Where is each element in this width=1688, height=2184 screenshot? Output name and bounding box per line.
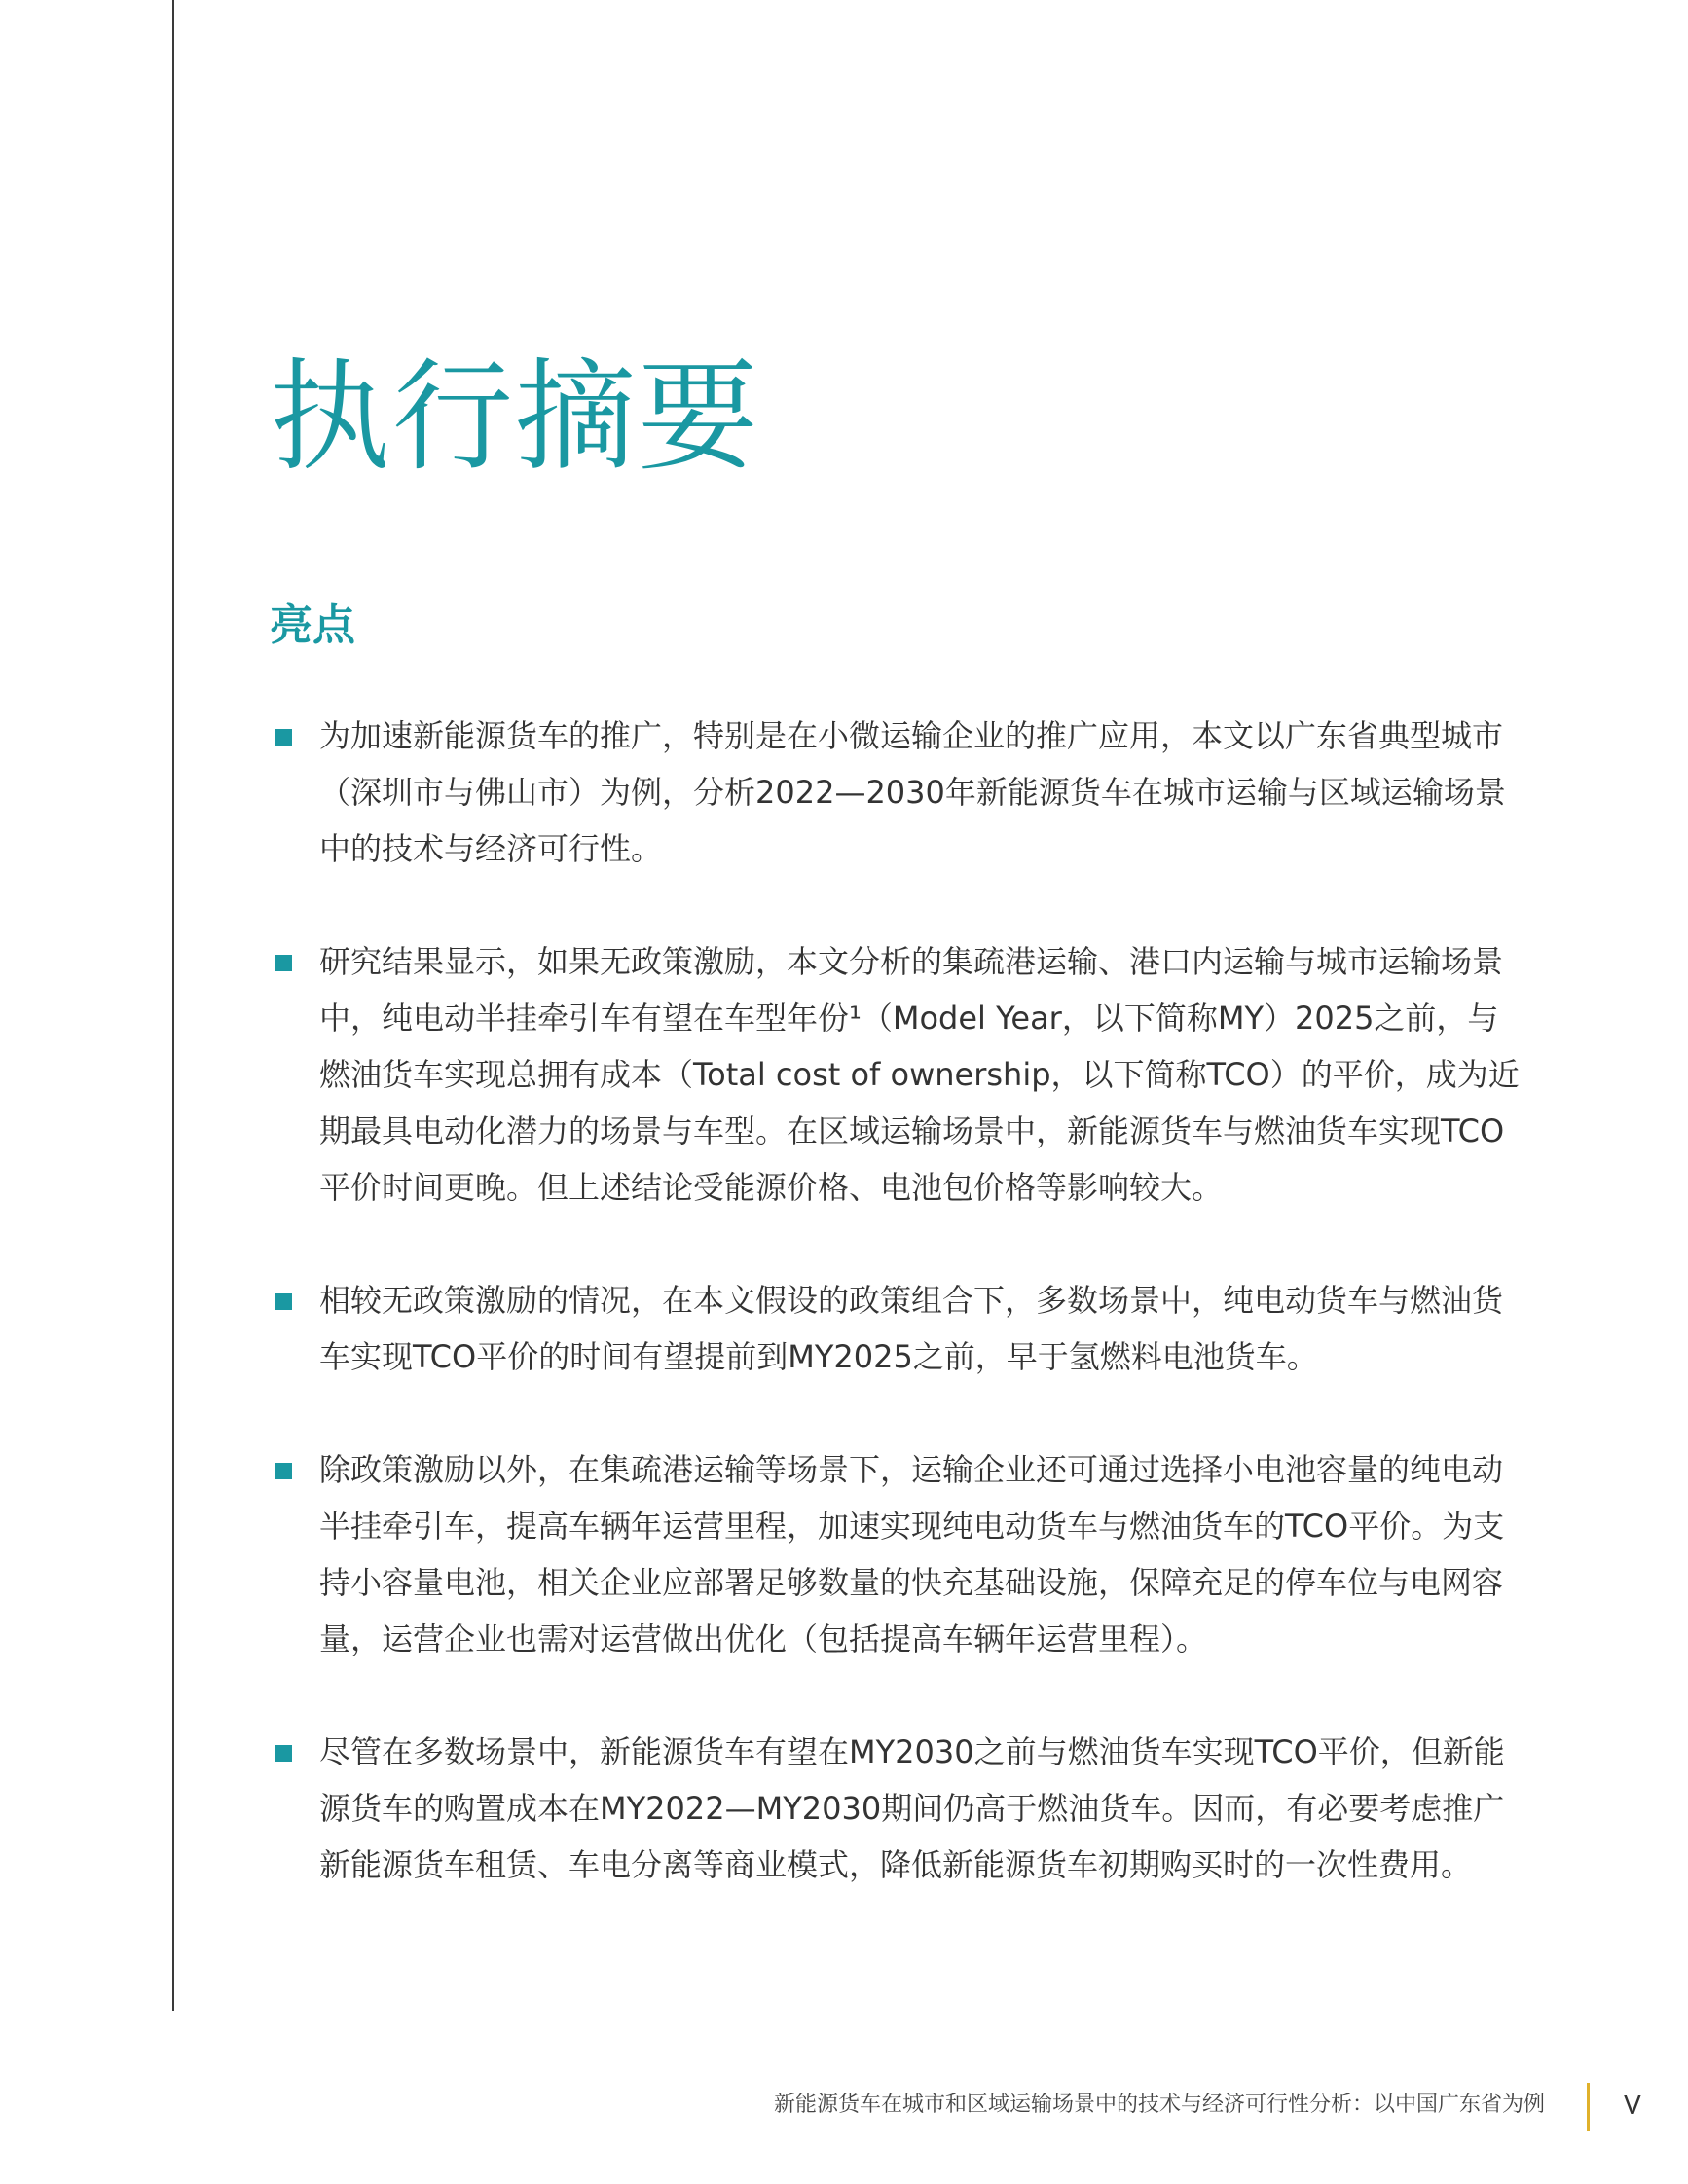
square-bullet-icon — [275, 1745, 292, 1762]
left-margin-rule — [172, 0, 174, 2011]
highlight-text-3: 相较无政策激励的情况，在本文假设的政策组合下，多数场景中，纯电动货车与燃油货车实现TCO平价的时间有望提前到MY2025之前，早于氢燃料电池货车。 — [319, 1282, 1504, 1375]
highlight-item-4 — [273, 1441, 1528, 1667]
section-heading-highlights: 亮点 — [270, 601, 355, 650]
page-title: 执行摘要 — [270, 347, 761, 488]
highlight-text-4: 除政策激励以外，在集疏港运输等场景下，运输企业还可通过选择小电池容量的纯电动半挂牵引车，提高车辆年运营里程，加速实现纯电动货车与燃油货车的TCO平价。为支持小容量电池，相关企业应部署足够数量的快充基础设施，保障充足的停车位与电网容量，运营企业也需对运营做出优化（包括提高车辆年运营里程）。 — [319, 1451, 1505, 1657]
footer-report-title: 新能源货车在城市和区域运输场景中的技术与经济可行性分析：以中国广东省为例 — [773, 2093, 1545, 2117]
square-bullet-icon — [275, 955, 292, 971]
page-number: V — [1624, 2092, 1641, 2121]
square-bullet-icon — [275, 1463, 292, 1479]
highlight-item-1 — [273, 708, 1528, 877]
highlight-text-2: 研究结果显示，如果无政策激励，本文分析的集疏港运输、港口内运输与城市运输场景中，纯电动半挂牵引车有望在车型年份¹（Model Year，以下简称MY）2025之前，与燃油货车实现总拥有成本（Total cost of ownership，以下简称TCO）的平价，成为近期最具电动化潜力的场景与车型。在区域运输场景中，新能源货车与燃油货车实现TCO平价时间更晚。但上述结论受能源价格、电池包价格等影响较大。 — [319, 943, 1520, 1206]
highlight-text-5: 尽管在多数场景中，新能源货车有望在MY2030之前与燃油货车实现TCO平价，但新能源货车的购置成本在MY2022—MY2030期间仍高于燃油货车。因而，有必要考虑推广新能源货车租赁、车电分离等商业模式，降低新能源货车初期购买时的一次性费用。 — [319, 1733, 1505, 1883]
highlight-text-1: 为加速新能源货车的推广，特别是在小微运输企业的推广应用，本文以广东省典型城市（深圳市与佛山市）为例，分析2022—2030年新能源货车在城市运输与区域运输场景中的技术与经济可行性。 — [319, 717, 1506, 867]
highlight-item-5 — [273, 1724, 1528, 1893]
highlight-item-3 — [273, 1272, 1528, 1385]
footer-divider — [1587, 2083, 1590, 2131]
highlight-item-2 — [273, 933, 1528, 1216]
square-bullet-icon — [275, 729, 292, 746]
square-bullet-icon — [275, 1293, 292, 1310]
highlights-list — [273, 708, 1528, 1949]
